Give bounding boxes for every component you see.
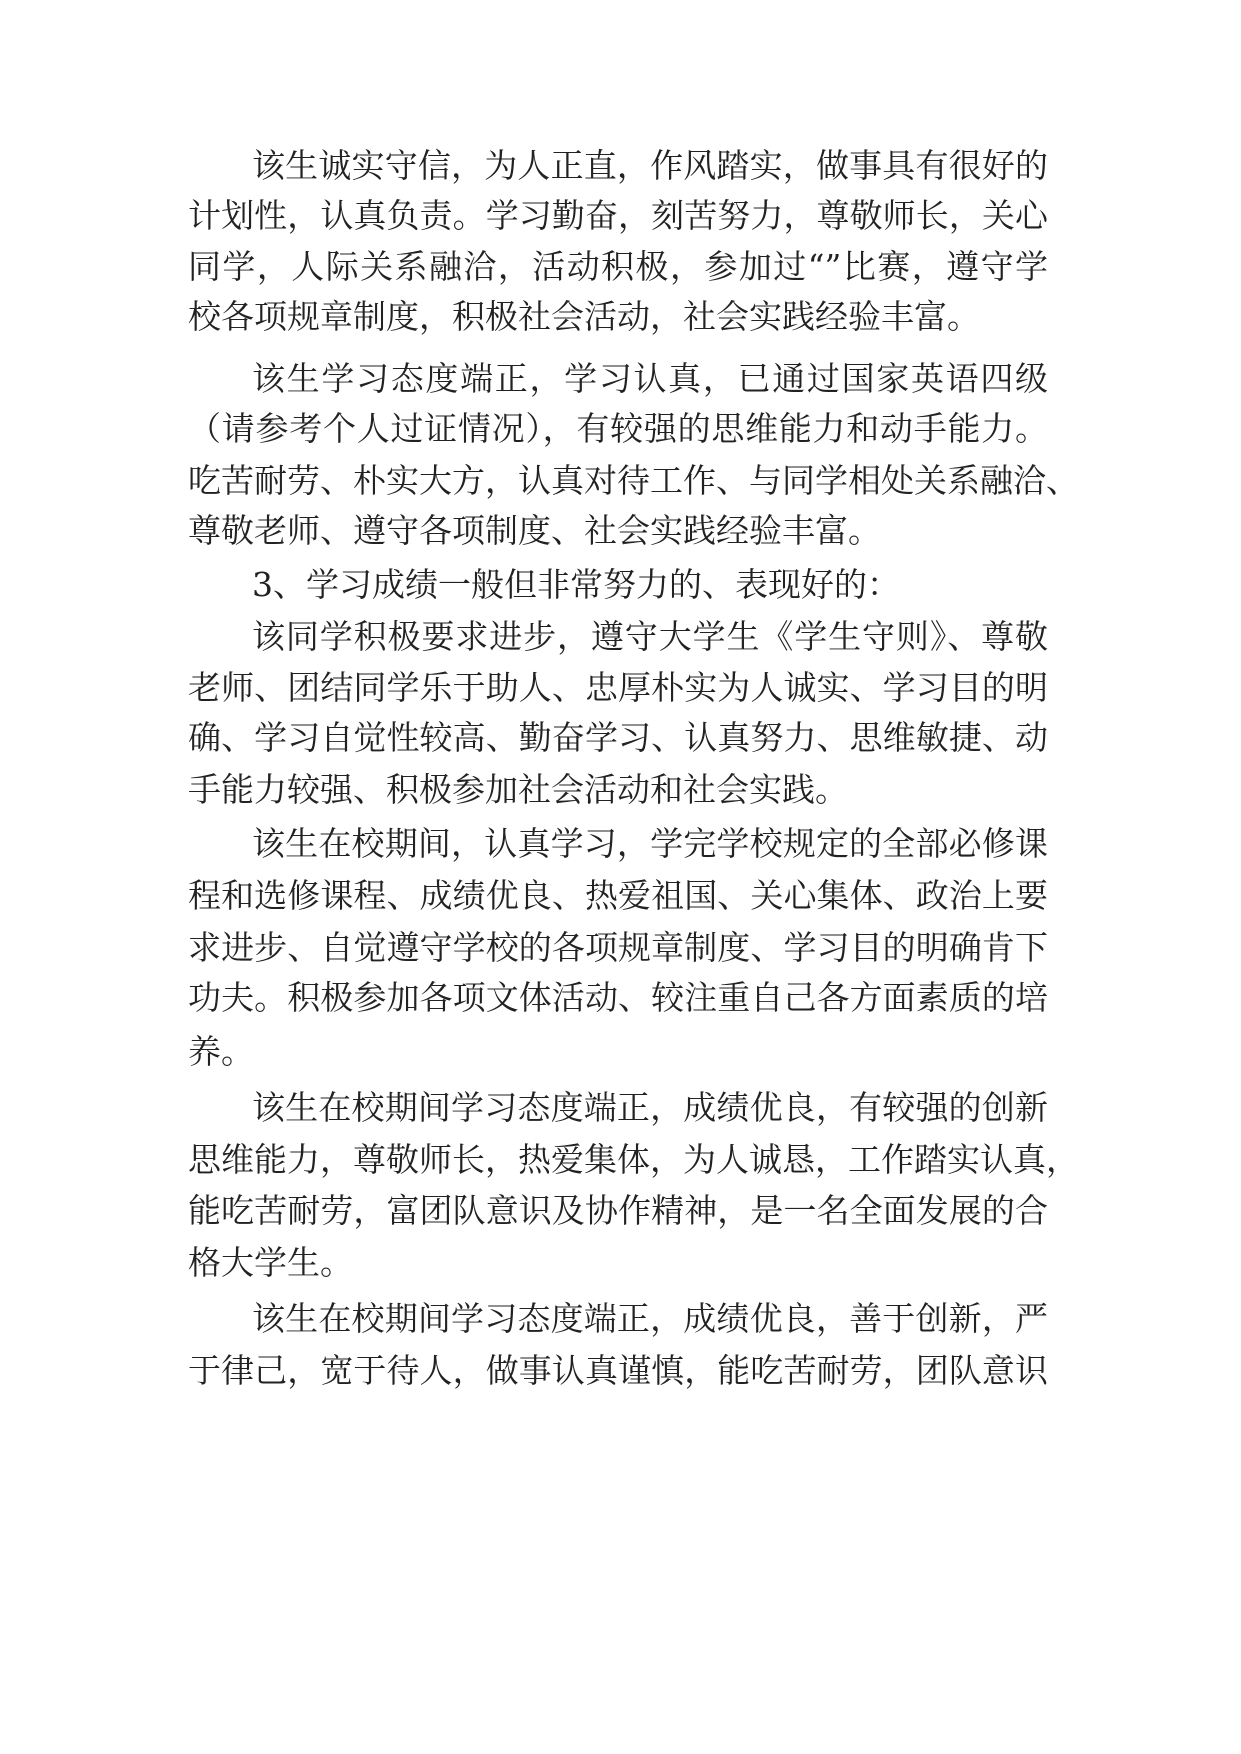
paragraph-4-line-3: 确、学习自觉性较高、勤奋学习、认真努力、思维敏捷、动 — [188, 718, 1048, 757]
section-heading: 3、学习成绩一般但非常努力的、表现好的： — [252, 565, 900, 604]
paragraph-1-line-3: 同学，人际关系融洽，活动积极，参加过“”比赛，遵守学 — [188, 247, 1048, 286]
paragraph-5-line-5: 养。 — [188, 1032, 254, 1071]
paragraph-5-line-1: 该生在校期间，认真学习，学完学校规定的全部必修课 — [252, 824, 1048, 863]
paragraph-7-line-1: 该生在校期间学习态度端正，成绩优良，善于创新，严 — [252, 1299, 1048, 1338]
paragraph-7-line-2: 于律己，宽于待人，做事认真谨慎，能吃苦耐劳，团队意识 — [188, 1351, 1048, 1390]
paragraph-2-line-4: 尊敬老师、遵守各项制度、社会实践经验丰富。 — [188, 511, 881, 550]
paragraph-5-line-4: 功夫。积极参加各项文体活动、较注重自己各方面素质的培 — [188, 978, 1048, 1017]
paragraph-2-line-2: （请参考个人过证情况），有较强的思维能力和动手能力。 — [188, 409, 1048, 448]
paragraph-2-line-1: 该生学习态度端正，学习认真，已通过国家英语四级 — [252, 359, 1048, 398]
paragraph-2-line-3: 吃苦耐劳、朴实大方，认真对待工作、与同学相处关系融洽、 — [188, 461, 1079, 500]
paragraph-1-line-2: 计划性，认真负责。学习勤奋，刻苦努力，尊敬师长，关心 — [188, 196, 1048, 235]
paragraph-6-line-4: 格大学生。 — [188, 1243, 353, 1282]
paragraph-4-line-4: 手能力较强、积极参加社会活动和社会实践。 — [188, 770, 848, 809]
paragraph-1-line-1: 该生诚实守信，为人正直，作风踏实，做事具有很好的 — [252, 146, 1048, 185]
paragraph-6-line-1: 该生在校期间学习态度端正，成绩优良，有较强的创新 — [252, 1088, 1048, 1127]
paragraph-5-line-2: 程和选修课程、成绩优良、热爱祖国、关心集体、政治上要 — [188, 876, 1048, 915]
paragraph-6-line-3: 能吃苦耐劳，富团队意识及协作精神，是一名全面发展的合 — [188, 1191, 1048, 1230]
paragraph-4-line-1: 该同学积极要求进步，遵守大学生《学生守则》、尊敬 — [252, 617, 1048, 656]
paragraph-4-line-2: 老师、团结同学乐于助人、忠厚朴实为人诚实、学习目的明 — [188, 668, 1048, 707]
paragraph-1-line-4: 校各项规章制度，积极社会活动，社会实践经验丰富。 — [188, 297, 980, 336]
paragraph-5-line-3: 求进步、自觉遵守学校的各项规章制度、学习目的明确肯下 — [188, 928, 1048, 967]
paragraph-6-line-2: 思维能力，尊敬师长，热爱集体，为人诚恳，工作踏实认真， — [188, 1140, 1079, 1179]
